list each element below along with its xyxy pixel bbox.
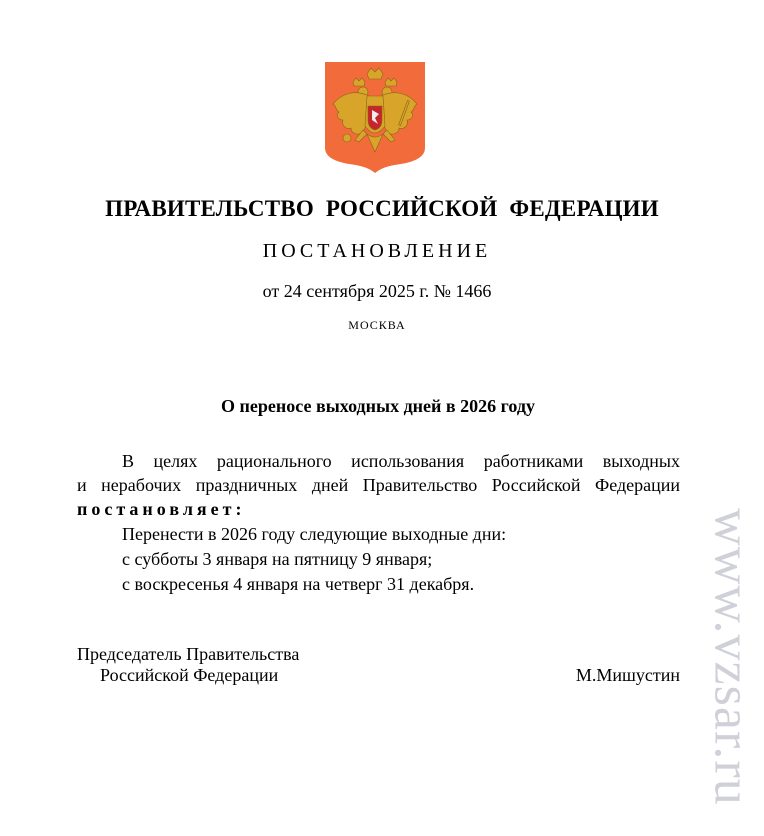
signatory-name: М.Мишустин [575, 665, 680, 685]
body-line-1: В целях рационального использования работниками выходных [122, 451, 680, 471]
body-line-6: с воскресенья 4 января на четверг 31 декабря. [122, 574, 475, 594]
document-date-number: от 24 сентября 2025 г. № 1466 [262, 281, 492, 301]
signatory-position-line-2: Российской Федерации [100, 665, 279, 685]
document-heading: О переносе выходных дней в 2026 году [221, 396, 535, 416]
document-type: ПОСТАНОВЛЕНИЕ [262, 240, 492, 262]
body-line-5: с субботы 3 января на пятницу 9 января; [122, 549, 433, 569]
document-city: МОСКВА [348, 318, 406, 332]
watermark [692, 497, 764, 817]
body-line-4: Перенести в 2026 году следующие выходные дни: [122, 524, 507, 544]
body-line-2: и нерабочих праздничных дней Правительство Российской Федерации [77, 475, 680, 495]
watermark-text: www.vzsar.ru [703, 508, 761, 806]
signatory-position-line-1: Председатель Правительства [77, 644, 300, 664]
government-title: ПРАВИТЕЛЬСТВО РОССИЙСКОЙ ФЕДЕРАЦИИ [105, 196, 659, 221]
coat-of-arms-icon [323, 60, 427, 174]
body-line-decree: постановляет: [77, 499, 246, 519]
